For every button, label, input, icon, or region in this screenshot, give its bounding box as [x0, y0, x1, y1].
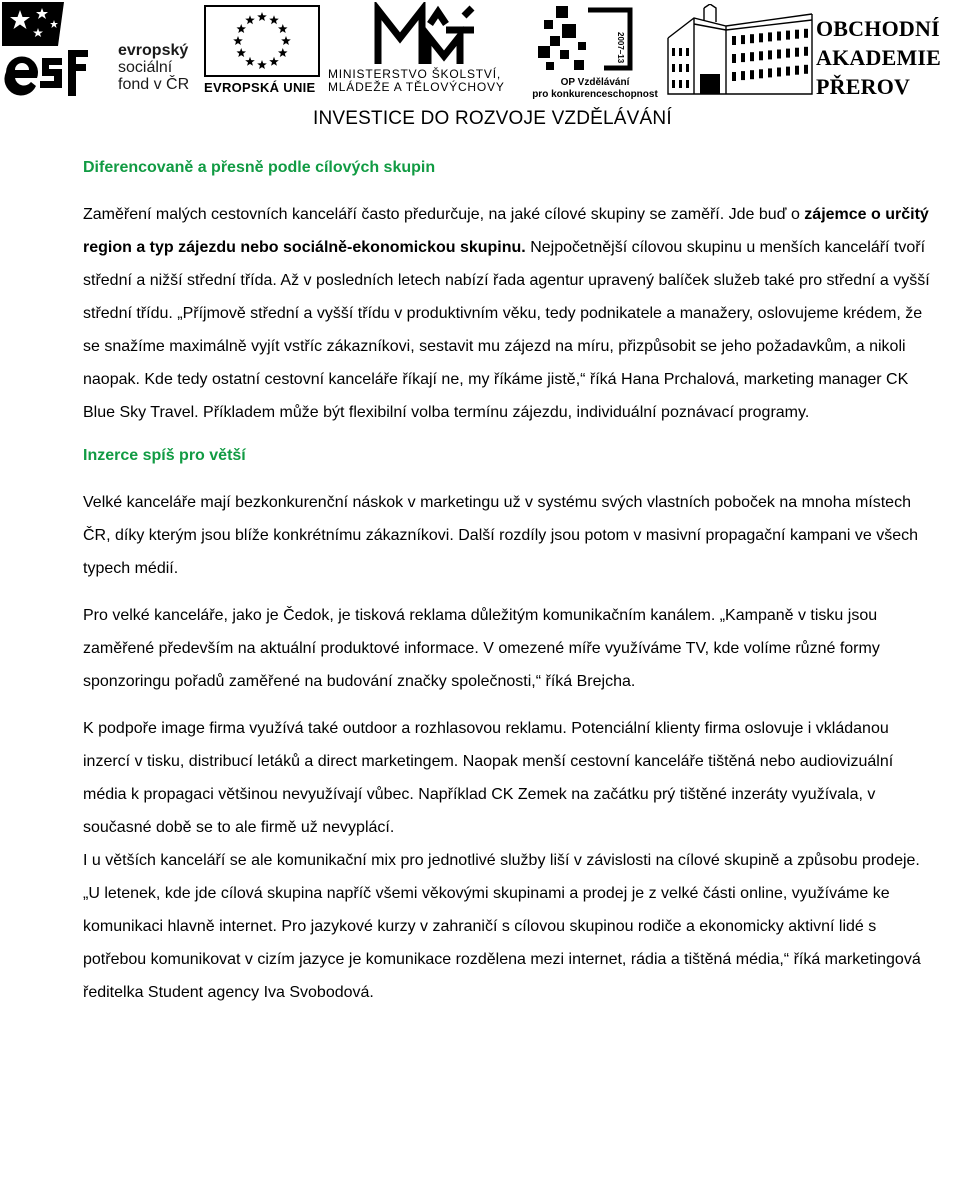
- eu-caption: EVROPSKÁ UNIE: [204, 80, 316, 95]
- eu-stars-icon: [204, 5, 320, 79]
- section-heading-advertising: Inzerce spíš pro větší: [83, 447, 246, 464]
- window-icon: [679, 80, 682, 88]
- window-icon: [804, 29, 808, 38]
- window-icon: [686, 80, 689, 88]
- window-icon: [768, 68, 772, 77]
- window-icon: [732, 72, 736, 81]
- msmt-logo: [326, 2, 526, 100]
- logo-header: [0, 0, 960, 135]
- window-icon: [732, 54, 736, 63]
- window-icon: [750, 70, 754, 79]
- esf-line3: fond v ČR: [118, 76, 190, 93]
- window-icon: [786, 67, 790, 76]
- eu-logo: [204, 5, 320, 97]
- window-icon: [777, 32, 781, 41]
- esf-line2: sociální: [118, 59, 173, 76]
- msmt-mark-icon: [326, 2, 526, 66]
- window-icon: [759, 51, 763, 60]
- window-icon: [741, 53, 745, 62]
- window-icon: [795, 66, 799, 75]
- esf-mark-icon: [2, 2, 112, 98]
- window-icon: [777, 50, 781, 59]
- window-icon: [686, 64, 689, 72]
- window-icon: [795, 48, 799, 57]
- op-caption: [532, 77, 658, 101]
- window-icon: [795, 30, 799, 39]
- window-icon: [672, 64, 675, 72]
- school-line3: PŘEROV: [816, 74, 911, 99]
- school-building-image: [664, 4, 814, 96]
- window-icon: [786, 49, 790, 58]
- msmt-line1: MINISTERSTVO ŠKOLSTVÍ,: [328, 67, 501, 81]
- msmt-caption: [328, 68, 505, 94]
- window-icon: [679, 64, 682, 72]
- investice-slogan: INVESTICE DO ROZVOJE VZDĚLÁVÁNÍ: [313, 108, 672, 129]
- window-icon: [679, 48, 682, 56]
- esf-line1: evropský: [118, 42, 189, 59]
- window-icon: [741, 71, 745, 80]
- op-line1: OP Vzdělávání: [560, 77, 630, 88]
- paragraph-target-groups-part1: Zaměření malých cestovních kanceláří často předurčuje, na jaké cílové skupiny se zaměří. Jde buď o: [83, 206, 805, 223]
- msmt-line2: MLÁDEŽE A TĚLOVÝCHOVY: [328, 80, 505, 94]
- window-icon: [672, 48, 675, 56]
- window-icon: [732, 36, 736, 45]
- window-icon: [768, 50, 772, 59]
- op-line2: pro konkurenceschopnost: [532, 89, 658, 100]
- window-icon: [686, 48, 689, 56]
- paragraph-cedok: Pro velké kanceláře, jako je Čedok, je tisková reklama důležitým komunikačním kanálem. „Kampaně v tisku jsou zaměřené především na aktuální produktové informace. V omezené míře využíváme TV, kde volíme různé formy sponzoringu pořadů zaměřené na budování značky společnosti,“ říká Brejcha.: [83, 607, 880, 690]
- paragraph-big-agencies: Velké kanceláře mají bezkonkurenční náskok v marketingu už v systému svých vlastních poboček na mnoha místech ČR, díky kterým jsou blíže konkrétnímu zákazníkovi. Další rozdíly jsou potom v masivní propagační kampani ve všech typech médií.: [83, 494, 919, 577]
- window-icon: [741, 35, 745, 44]
- paragraph-target-groups-part3: Nejpočetnější cílovou skupinu u menších kanceláří tvoří střední a nižší střední třída. Až v posledních letech nabízí řada agentur upravený balíček služeb také pro střední a vyšší střední třídu. „Příjmově střední a vyšší třídu v produktivním věku, tedy podnikatele a manažery, oslovujeme krédem, že se snažíme maximálně vyjít vstříc zákazníkovi, sestavit mu zájezd na míru, přizpůsobit se jeho požadavkům, a nikoli naopak. Kde tedy ostatní cestovní kanceláře říkají ne, my říkáme jistě,“ říká Hana Prchalová, marketing manager CK Blue Sky Travel. Příkladem může být flexibilní volba termínu zájezdu, individuální poznávací programy.: [83, 239, 930, 421]
- window-icon: [768, 32, 772, 41]
- school-line1: OBCHODNÍ: [816, 16, 940, 41]
- paragraph-target-groups: [83, 198, 939, 429]
- section-heading-target-groups: Diferencovaně a přesně podle cílových skupin: [83, 159, 436, 176]
- window-icon: [786, 31, 790, 40]
- window-icon: [759, 69, 763, 78]
- window-icon: [759, 33, 763, 42]
- esf-logo-text: [118, 42, 189, 93]
- school-line2: AKADEMIE: [816, 45, 942, 70]
- op-mark-icon: [532, 2, 658, 74]
- paragraph-outdoor: K podpoře image firma využívá také outdoor a rozhlasovou reklamu. Potenciální klienty firma oslovuje i vkládanou inzercí v tisku, distribucí letáků a direct marketingem. Naopak menší cestovní kanceláře tištěná nebo audiovizuální média k propagaci většinou nevyužívají vůbec. Například CK Zemek na začátku prý tištěné inzeráty využívala, v současné době se to ale firmě už nevyplácí.: [83, 720, 894, 836]
- window-icon: [804, 47, 808, 56]
- window-icon: [777, 68, 781, 77]
- op-years: 2007–13: [616, 32, 625, 64]
- school-building-icon: [664, 4, 814, 96]
- paragraph-target-groups-bold: zájemce o určitý region a typ zájezdu nebo sociálně-ekonomickou skupinu.: [83, 206, 929, 256]
- window-icon: [750, 52, 754, 61]
- op-logo: [532, 2, 658, 100]
- esf-logo: [0, 2, 200, 102]
- window-icon: [750, 34, 754, 43]
- window-icon: [804, 65, 808, 74]
- window-icon: [672, 80, 675, 88]
- school-name: [816, 14, 960, 101]
- article-body: [83, 151, 939, 1009]
- paragraph-communication-mix: I u větších kanceláří se ale komunikační mix pro jednotlivé služby liší v závislosti na cílové skupině a způsobu prodeje. „U letenek, kde jde cílová skupina napříč všemi věkovými skupinami a prodej je z velké části online, využíváme ke komunikaci hlavně internet. Pro jazykové kurzy v zahraničí s cílovou skupinou rodiče a ekonomicky aktivní lidé s potřebou komunikovat v cizím jazyce je komunikace rozdělena mezi internet, rádia a tištěná média,“ říká marketingová ředitelka Student agency Iva Svobodová.: [83, 852, 921, 1001]
